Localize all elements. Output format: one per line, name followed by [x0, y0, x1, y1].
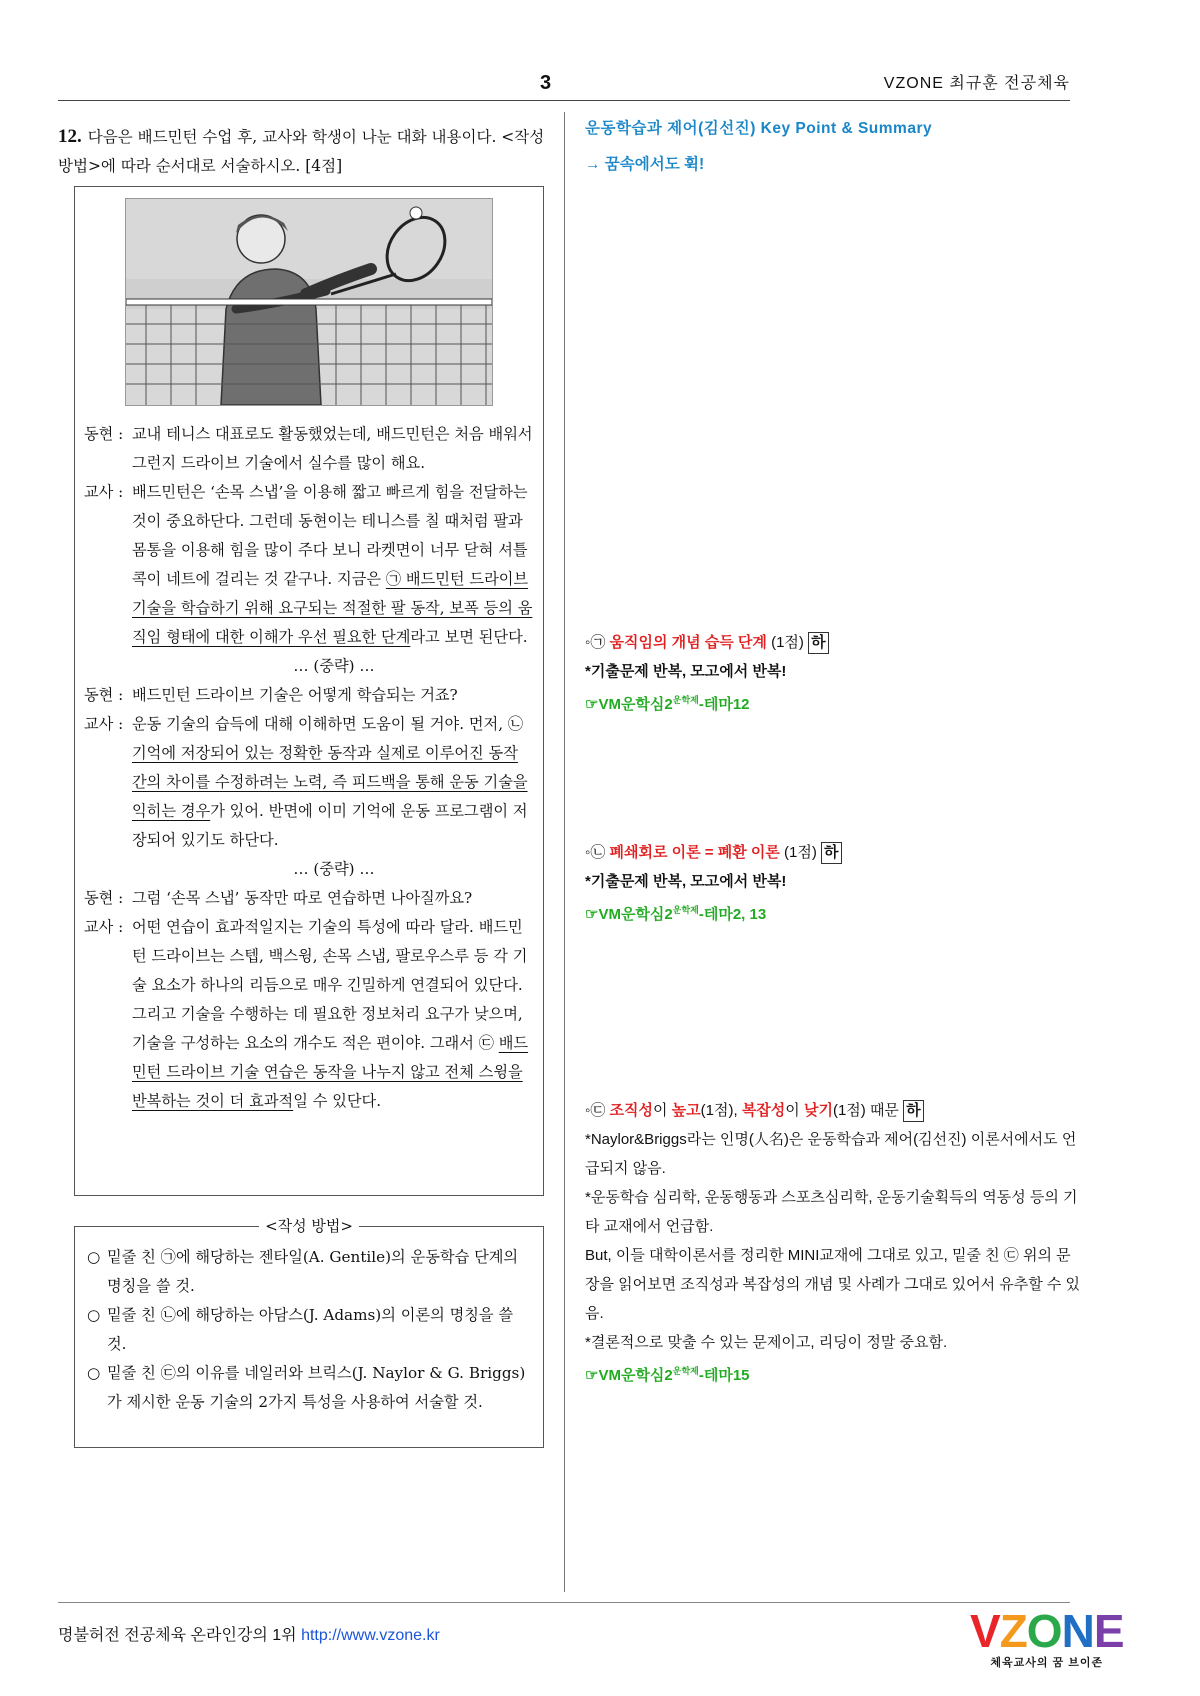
dialogue-line — [84, 710, 536, 855]
utterance: 교내 테니스 대표로도 활동했었는데, 배드민턴은 처음 배워서 그런지 드라이브 기술에서 실수를 많이 해요. — [132, 425, 533, 472]
omission-mark: … (중략) … — [293, 657, 375, 675]
summary-title: 운동학습과 제어(김선진) Key Point & Summary — [585, 120, 933, 137]
answer-c: ◦㉢ 조직성이 높고(1점), 복잡성이 낮기(1점) 때문 하 *Naylor&Briggs라는 인명(人名)은 운동학습과 제어(김선진) 이론서에서도 언급되지 않음. *운동학습 심리학, 운동행동과 스포츠심리학, 운동기술획득의 역동성 등의 기타 교재에서 언급함. But, 이들 대학이론서를 정리한 MINI교재에 그대로 있고, 밑줄 친 ㉢ 위의 문장을 읽어보면 조직성과 복잡성의 개념 및 사례가 그대로 있어서 유추할 수 있음. *결론적으로 맞출 수 있는 문제이고, 리딩이 정말 중요함. ☞VM운학심$2^{운학제}-$테마15 — [585, 1096, 1085, 1390]
dialogue-line — [84, 420, 536, 478]
dialogue-line — [84, 913, 536, 1116]
footer-text: 명불허전 전공체육 온라인강의 1위 — [58, 1627, 297, 1644]
dialogue-line — [84, 681, 536, 710]
omission-mark: … (중략) … — [293, 860, 375, 878]
howto-item: ○ 밑줄 친 ㉠에 해당하는 젠타일(A. Gentile)의 운동학습 단계의 명칭을 쓸 것. — [87, 1248, 519, 1295]
footer — [58, 1622, 440, 1645]
footer-rule — [58, 1602, 1070, 1603]
utterance: 운동 기술의 습득에 대해 이해하면 도움이 될 거야. 먼저, ㉡ 기억에 저장되어 있는 정확한 동작과 실제로 이루어진 동작 간의 차이를 수정하려는 노력, 즉 피드백을 통해 운동 기술을 익히는 경우가 있어. 반면에 이미 기억에 운동 프로그램이 저장되어 있기도 하단다. — [132, 715, 528, 849]
note: *결론적으로 맞출 수 있는 문제이고, 리딩이 정말 중요함. — [585, 1334, 948, 1351]
question-stem — [58, 122, 548, 181]
howto-box — [74, 1217, 544, 1448]
note: *Naylor&Briggs라는 인명(人名)은 운동학습과 제어(김선진) 이론서에서도 언급되지 않음. — [585, 1131, 1077, 1177]
difficulty-badge: 하 — [903, 1100, 924, 1122]
dialogue-line — [84, 478, 536, 652]
utterance: 그럼 ‘손목 스냅’ 동작만 따로 연습하면 나아질까요? — [132, 889, 473, 907]
speaker: 교사 : — [84, 918, 124, 936]
speaker: 동현 : — [84, 686, 124, 704]
difficulty-badge: 하 — [808, 632, 829, 654]
question-text: 다음은 배드민턴 수업 후, 교사와 학생이 나눈 대화 내용이다. <작성 방법>에 따라 순서대로 서술하시오. [4점] — [58, 128, 545, 175]
speaker: 동현 : — [84, 425, 124, 443]
reference: ☞VM운학심$2^{운학제}-$테마12 — [585, 695, 750, 713]
note: *운동학습 심리학, 운동행동과 스포츠심리학, 운동기술획득의 역동성 등의 기타 교재에서 언급함. — [585, 1189, 1078, 1235]
header-title: VZONE 최규훈 전공체육 — [883, 75, 1070, 92]
speaker: 동현 : — [84, 889, 124, 907]
answer-a: ◦㉠ 움직임의 개념 습득 단계 (1점) 하 *기출문제 반복, 모고에서 반복! ☞VM운학심$2^{운학제}-$테마12 — [585, 628, 1085, 719]
difficulty-badge: 하 — [821, 842, 842, 864]
footer-link[interactable]: http://www.vzone.kr — [301, 1627, 440, 1644]
dialogue — [84, 420, 536, 1116]
utterance: 배드민턴 드라이브 기술은 어떻게 학습되는 거죠? — [132, 686, 458, 704]
question-number: 12. — [58, 126, 82, 147]
reference: ☞VM운학심$2^{운학제}-$테마15 — [585, 1366, 750, 1384]
howto-item: ○ 밑줄 친 ㉢의 이유를 네일러와 브릭스(J. Naylor & G. Briggs)가 제시한 운동 기술의 2가지 특성을 사용하여 서술할 것. — [87, 1364, 526, 1411]
note: But, 이들 대학이론서를 정리한 MINI교재에 그대로 있고, 밑줄 친 ㉢ 위의 문장을 읽어보면 조직성과 복잡성의 개념 및 사례가 그대로 있어서 유추할 수 있음. — [585, 1247, 1081, 1322]
vzone-logo: VZONE 체육교사의 꿈 브이존 — [970, 1605, 1124, 1669]
badminton-illustration — [125, 198, 493, 406]
underlined-c: 배드민턴 드라이브 기술 연습은 동작을 나누지 않고 전체 스윙을 반복하는 것이 더 효과적 — [132, 1034, 529, 1110]
speaker: 교사 : — [84, 715, 124, 733]
summary-subtitle: → 꿈속에서도 휙! — [585, 156, 705, 173]
utterance: 배드민턴은 ‘손목 스냅’을 이용해 짧고 빠르게 힘을 전달하는 것이 중요하단다. 그런데 동현이는 테니스를 칠 때처럼 팔과 몸통을 이용해 힘을 많이 주다 보니 라켓면이 너무 닫혀 셔틀콕이 네트에 걸리는 것 같구나. 지금은 ㉠ 배드민턴 드라이브 기술을 학습하기 위해 요구되는 적절한 팔 동작, 보폭 등의 움직임 형태에 대한 이해가 우선 필요한 단계라고 보면 된단다. — [132, 483, 533, 646]
answer-b: ◦㉡ 폐쇄회로 이론 = 폐환 이론 (1점) 하 *기출문제 반복, 모고에서 반복! ☞VM운학심$2^{운학제}-$테마2, 13 — [585, 838, 1085, 929]
speaker: 교사 : — [84, 483, 124, 501]
dialogue-line — [84, 884, 536, 913]
header-rule — [58, 100, 1070, 101]
howto-title: <작성 방법> — [75, 1215, 543, 1236]
reference: ☞VM운학심$2^{운학제}-$테마2, 13 — [585, 905, 767, 923]
underlined-b: 기억에 저장되어 있는 정확한 동작과 실제로 이루어진 동작 간의 차이를 수정하려는 노력, 즉 피드백을 통해 운동 기술을 익히는 경우 — [132, 744, 528, 820]
underlined-a: ㉠ 배드민턴 드라이브 기술을 학습하기 위해 요구되는 적절한 팔 동작, 보폭 등의 움직임 형태에 대한 이해가 우선 필요한 단계 — [132, 570, 533, 646]
utterance: 어떤 연습이 효과적일지는 기술의 특성에 따라 달라. 배드민턴 드라이브는 스텝, 백스윙, 손목 스냅, 팔로우스루 등 각 기술 요소가 하나의 리듬으로 매우 긴밀하게 연결되어 있단다. 그리고 기술을 수행하는 데 필요한 정보처리 요구가 낮으며, 기술을 구성하는 요소의 개수도 적은 편이야. 그래서 ㉢ 배드민턴 드라이브 기술 연습은 동작을 나누지 않고 전체 스윙을 반복하는 것이 더 효과적일 수 있단다. — [132, 918, 529, 1110]
column-divider — [564, 112, 565, 1592]
page-number: 3 — [540, 72, 552, 94]
howto-item: ○ 밑줄 친 ㉡에 해당하는 아담스(J. Adams)의 이론의 명칭을 쓸 것. — [87, 1306, 514, 1353]
